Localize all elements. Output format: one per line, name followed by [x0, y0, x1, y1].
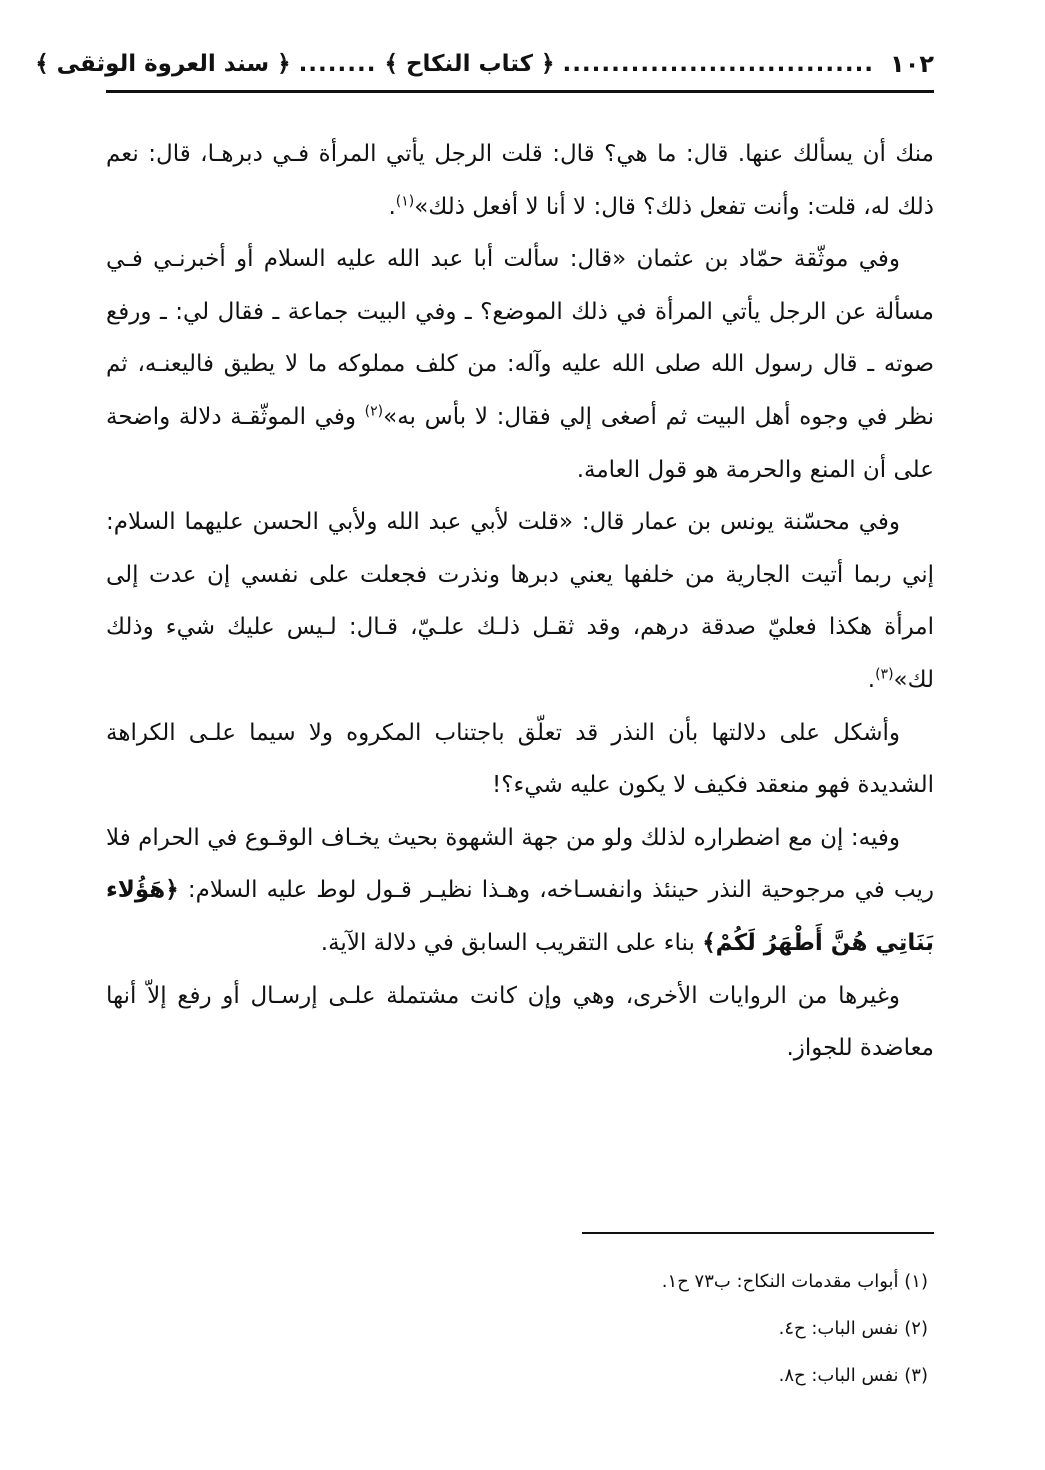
header-leader-dots: ................................ [562, 51, 875, 77]
footnote-3: (٣) نفس الباب: ح٨. [778, 1365, 928, 1386]
footnote-1: (١) أبواب مقدمات النكاح: ب٧٣ ح١. [661, 1271, 928, 1292]
paragraph-5-end: بناء على التقريب السابق في دلالة الآية. [320, 929, 703, 956]
main-text [106, 128, 934, 1075]
footnote-separator [582, 1232, 934, 1234]
page-number: ١٠٢ [890, 50, 934, 78]
header-middle-dots: ........ [298, 51, 377, 77]
paragraph-1-text: منك أن يسألك عنها. قال: ما هي؟ قال: قلت الرجل يأتي المرأة فـي دبرهـا، قال: نعم ذلك له، قلت: وأنت تفعل ذلك؟ قال: لا أنا لا أفعل ذلك» [106, 141, 934, 220]
paragraph-6: وغيرها من الروايات الأخرى، وهي وإن كانت مشتملة علـى إرسـال أو رفع إلاّ أنها معاضدة للجواز. [106, 982, 934, 1062]
paragraph-2 [106, 233, 934, 496]
footnote-2: (٢) نفس الباب: ح٤. [778, 1318, 928, 1339]
paragraph-4: وأشكل على دلالتها بأن النذر قد تعلّق باجتناب المكروه ولا سيما علـى الكراهة الشديدة فهو منعقد فكيف لا يكون عليه شيء؟! [106, 719, 934, 799]
footnote-ref-3: (٣) [875, 666, 894, 683]
header-rule [106, 90, 934, 93]
series-title: ﴿ سند العروة الوثقى ﴾ [35, 51, 291, 77]
paragraph-2-end: وفي الموثّقـة دلالة واضحة على أن المنع والحرمة هو قول العامة. [106, 403, 934, 483]
paragraph-1-end: . [388, 193, 396, 220]
paragraph-2-text: وفي موثّقة حمّاد بن عثمان «قال: سألت أبا عبد الله عليه السلام أو أخبرنـي فـي مسألة عن الرجل يأتي المرأة في ذلك الموضع؟ ـ وفي البيت جماعة ـ فقال لي: ـ ورفع صوته ـ قال رسول الله صلى الله عليه وآله: من كلف مملوكه ما لا يطيق فاليعنـه، ثم نظر في وجوه أهل البيت ثم أصغى إلي فقال: لا بأس به» [106, 246, 934, 430]
running-header [35, 40, 934, 88]
quran-verse: ﴿هَؤُلاء بَنَاتِي هُنَّ أَطْهَرُ لَكُمْ﴾ [106, 877, 934, 956]
paragraph-5-text: وفيه: إن مع اضطراره لذلك ولو من جهة الشهوة بحيث يخـاف الوقـوع في الحرام فلا ريب في مرجوحية النذر حينئذ وانفسـاخه، وهـذا نظيـر قـول لوط عليه السلام: [106, 824, 934, 904]
paragraph-3 [106, 496, 934, 706]
paragraph-1 [106, 128, 934, 233]
paragraph-3-end: . [867, 666, 876, 693]
footnote-ref-1: (١) [395, 192, 415, 209]
footnotes [106, 1258, 934, 1399]
paragraph-3-text: وفي محسّنة يونس بن عمار قال: «قلت لأبي عبد الله ولأبي الحسن عليهما السلام: إني ربما أتيت الجارية من خلفها يعني دبرها ونذرت فجعلت على نفسي إن عدت إلى امرأة هكذا فعليّ صدقة درهم، وقد ثقـل ذلـك علـيّ، قـال: لـيس عليك شيء وذلك لك» [106, 509, 934, 693]
footnote-ref-2: (٢) [364, 403, 384, 420]
book-title: ﴿ كتاب النكاح ﴾ [384, 51, 555, 77]
paragraph-5 [106, 812, 934, 970]
